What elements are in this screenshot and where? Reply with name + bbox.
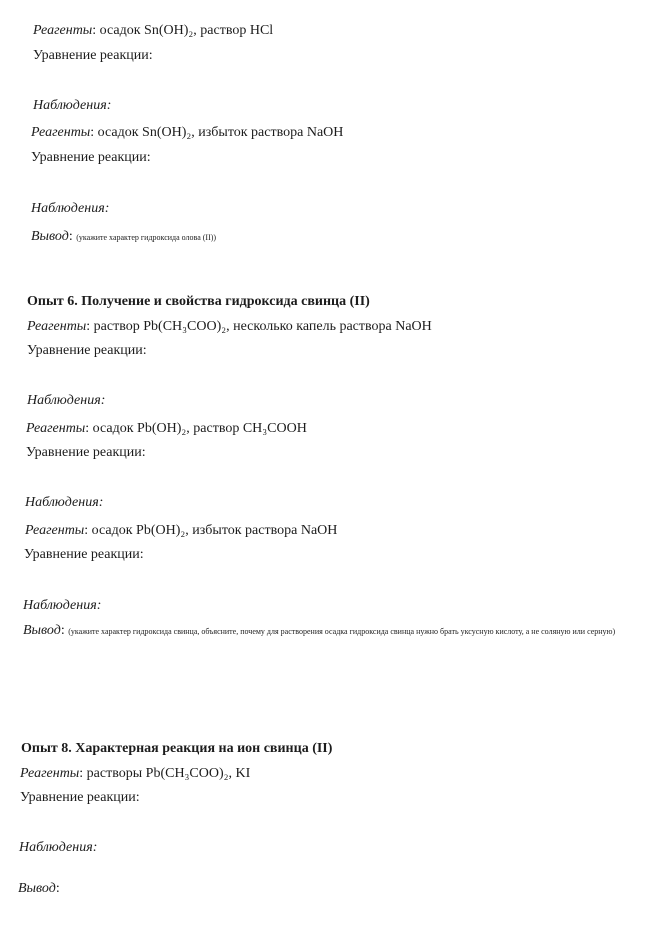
reagents-label: Реагенты [26,421,86,436]
reagents-line [20,765,250,783]
reagents-label: Реагенты [20,766,80,781]
reagents-label: Реагенты [27,319,87,334]
reagents-text: : раствор Pb(CH₃COO)₂, несколько капель раствора NaOH [86,319,432,334]
conclusion-note: (укажите характер гидроксида олова (II)) [76,233,217,242]
equation-label: Уравнение реакции: [27,343,147,358]
equation-label: Уравнение реакции: [31,150,151,165]
observations-label: Наблюдения: [27,393,106,408]
reagents-line [33,22,273,40]
observations-label: Наблюдения: [25,495,104,510]
equation-label: Уравнение реакции: [24,547,144,562]
conclusion-label: Вывод [23,623,61,638]
observations-label: Наблюдения: [19,840,98,855]
conclusion-line: Вывод: (укажите характер гидроксида олова (II)) [31,229,217,244]
observations-label: Наблюдения: [31,201,110,216]
equation-label: Уравнение реакции: [26,445,146,460]
conclusion-label: Вывод [18,881,56,896]
reagents-line [27,318,432,336]
conclusion-note: (укажите характер гидроксида свинца, объясните, почему для растворения осадка гидроксида свинца нужно брать уксусную кислоту, а не соляную или серную) [68,627,616,636]
reagents-label: Реагенты [33,23,93,38]
observations-label: Наблюдения: [23,598,102,613]
conclusion-label: Вывод [31,229,69,244]
conclusion-line: Вывод: [18,881,60,896]
observations-label: Наблюдения: [33,98,112,113]
reagents-label: Реагенты [25,523,85,538]
reagents-text: : осадок Sn(OH)₂, избыток раствора NaOH [90,125,344,140]
reagents-line [25,522,337,540]
reagents-text: : растворы Pb(CH₃COO)₂, KI [79,766,251,781]
equation-label: Уравнение реакции: [33,48,153,63]
reagents-label: Реагенты [31,125,91,140]
reagents-line [31,124,343,142]
equation-label: Уравнение реакции: [20,790,140,805]
conclusion-line: Вывод: (укажите характер гидроксида свинца, объясните, почему для растворения осадка гидроксида свинца нужно брать уксусную кислоту, а не соляную или серную) [23,623,616,638]
reagents-text: : осадок Pb(OH)₂, раствор CH₃COOH [85,421,307,436]
reagents-text: : осадок Pb(OH)₂, избыток раствора NaOH [84,523,338,538]
reagents-line [26,420,307,438]
experiment-8-title: Опыт 8. Характерная реакция на ион свинца (II) [21,741,333,756]
experiment-6-title: Опыт 6. Получение и свойства гидроксида свинца (II) [27,294,370,309]
reagents-text: : осадок Sn(OH)₂, раствор HCl [92,23,274,38]
